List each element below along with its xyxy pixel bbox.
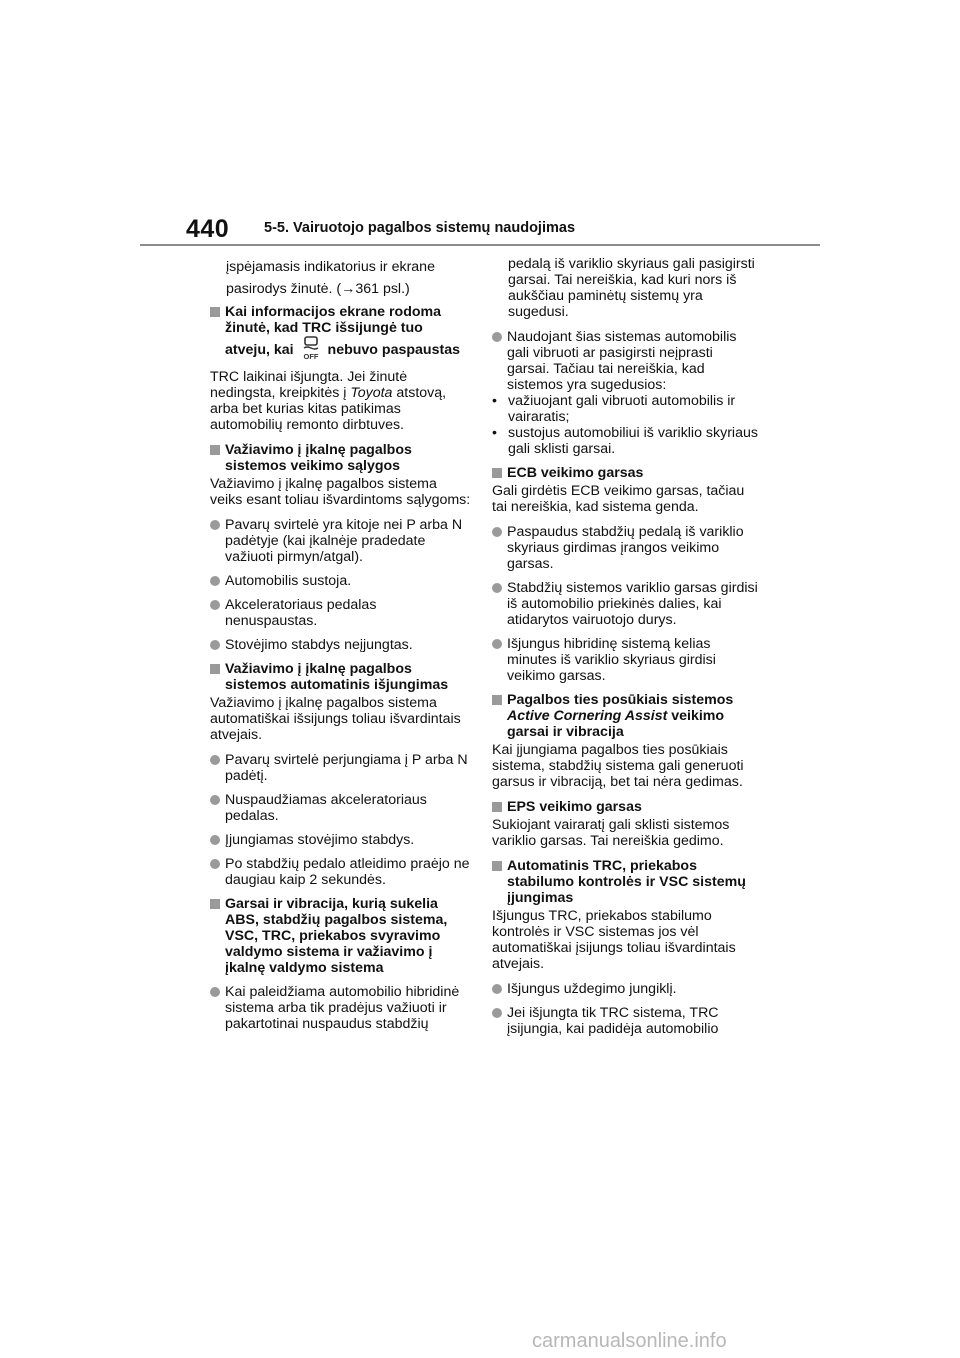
square-bullet-icon [492, 802, 502, 812]
circle-bullet-icon [210, 520, 220, 530]
paragraph: Kai įjungiama pagalbos ties posūkiais sistema, stabdžių sistema gali generuoti garsus ir vibraciją, bet tai nėra gedimas. [492, 742, 744, 790]
intro-line-1: įspėjamasis indikatorius ir ekrane [226, 259, 435, 275]
arrow-icon: → [341, 281, 356, 297]
paragraph: TRC laikinai išjungta. Jei žinutė nedingsta, kreipkitės į Toyota atstovą, arba bet kurias kitas patikimas automobilių remonto dirbtuves. [210, 369, 447, 433]
circle-bullet-icon [492, 984, 502, 994]
list-item: Kai paleidžiama automobilio hibridinė sistema arba tik pradėjus važiuoti ir pakartotinai nuspaudus stabdžių [210, 984, 472, 1032]
page-number: 440 [186, 215, 230, 243]
paragraph: Išjungus TRC, priekabos stabilumo kontrolės ir VSC sistemas jos vėl automatiškai įsijungs toliau išvardintais atvejais. [492, 908, 736, 972]
intro-text [210, 256, 472, 300]
header-rule [140, 244, 820, 246]
square-bullet-icon [210, 664, 220, 674]
list-item: Stovėjimo stabdys neįjungtas. [210, 637, 472, 653]
list-item: Nuspaudžiamas akceleratoriaus pedalas. [210, 792, 472, 824]
list-item: Naudojant šias sistemas automobilis gali vibruoti ar pasigirsti neįprasti garsai. Tačiau tai nereiškia, kad sistemos yra sugedusios: [492, 329, 758, 393]
list-item: Stabdžių sistemos variklio garsas girdisi iš automobilio priekinės dalies, kai atidarytos vairuotojo durys. [492, 580, 758, 628]
circle-bullet-icon [492, 1008, 502, 1018]
paragraph: Gali girdėtis ECB veikimo garsas, tačiau tai nereiškia, kad sistema genda. [492, 483, 745, 515]
bullet-icon: • [492, 393, 497, 409]
square-bullet-icon [210, 445, 220, 455]
heading-ecb-sound: ECB veikimo garsas [492, 465, 758, 481]
circle-bullet-icon [210, 987, 220, 997]
list-item: Akceleratoriaus pedalas nenuspaustas. [210, 597, 472, 629]
list-item: Išjungus uždegimo jungiklį. [492, 981, 758, 997]
paragraph: Važiavimo į įkalnę pagalbos sistema veiks esant toliau išvardintoms sąlygoms: [210, 476, 471, 508]
intro-line-2: pasirodys žinutė. (→361 psl.) [226, 281, 410, 297]
circle-bullet-icon [210, 795, 220, 805]
heading-sounds-vibration: Garsai ir vibracija, kurią sukelia ABS, stabdžių pagalbos sistema, VSC, TRC, priekabos svyravimo valdymo sistema ir važiavimo į įkalnę valdymo sistema [210, 896, 472, 976]
circle-bullet-icon [210, 600, 220, 610]
heading-trc-message: Kai informacijos ekrane rodoma žinutė, kad TRC išsijungė tuo atveju, kai OFF nebuvo paspaustas [210, 304, 472, 369]
circle-bullet-icon [492, 332, 502, 342]
sub-list-item: • važiuojant gali vibruoti automobilis ir vairaratis; [492, 393, 736, 425]
heading-hill-start-conditions: Važiavimo į įkalnę pagalbos sistemos veikimo sąlygos [210, 442, 472, 474]
bullet-icon: • [492, 425, 497, 441]
square-bullet-icon [210, 307, 220, 317]
list-item: Automobilis sustoja. [210, 573, 472, 589]
circle-bullet-icon [210, 859, 220, 869]
circle-bullet-icon [210, 640, 220, 650]
paragraph: Sukiojant vairaratį gali sklisti sistemos variklio garsas. Tai nereiškia gedimo. [492, 817, 730, 849]
square-bullet-icon [492, 468, 502, 478]
circle-bullet-icon [492, 639, 502, 649]
heading-auto-trc-vsc: Automatinis TRC, priekabos stabilumo kontrolės ir VSC sistemų įjungimas [492, 858, 758, 906]
circle-bullet-icon [210, 576, 220, 586]
list-item: Įjungiamas stovėjimo stabdys. [210, 832, 472, 848]
sub-list-item: • sustojus automobiliui iš variklio skyriaus gali sklisti garsai. [492, 425, 758, 457]
list-item: Išjungus hibridinę sistemą kelias minutes iš variklio skyriaus girdisi veikimo garsas. [492, 636, 758, 684]
square-bullet-icon [492, 861, 502, 871]
square-bullet-icon [210, 899, 220, 909]
right-column [492, 256, 758, 1045]
svg-text:OFF: OFF [303, 352, 319, 360]
paragraph: Važiavimo į įkalnę pagalbos sistema automatiškai išsijungs toliau išvardintais atvejais. [210, 695, 461, 743]
heading-active-cornering-assist: Pagalbos ties posūkiais sistemos Active Cornering Assist veikimo garsai ir vibracija [492, 692, 758, 740]
list-item: Paspaudus stabdžių pedalą iš variklio skyriaus girdimas įrangos veikimo garsas. [492, 524, 758, 572]
list-item: Pavarų svirtelė perjungiama į P arba N padėtį. [210, 752, 472, 784]
left-column [210, 256, 472, 1040]
paragraph-continued: pedalą iš variklio skyriaus gali pasigirsti garsai. Tai nereiškia, kad kuri nors iš aukščiau paminėtų sistemų yra sugedusi. [508, 256, 755, 320]
circle-bullet-icon [210, 835, 220, 845]
list-item: Pavarų svirtelė yra kitoje nei P arba N padėtyje (kai įkalnėje pradedate važiuoti pirmyn/atgal). [210, 517, 472, 565]
circle-bullet-icon [492, 583, 502, 593]
watermark: carmanualsonline.info [532, 1330, 727, 1352]
trc-off-icon [300, 336, 322, 369]
heading-eps-sound: EPS veikimo garsas [492, 799, 758, 815]
circle-bullet-icon [210, 755, 220, 765]
page-header [140, 212, 820, 246]
square-bullet-icon [492, 695, 502, 705]
heading-hill-start-auto-off: Važiavimo į įkalnę pagalbos sistemos automatinis išjungimas [210, 661, 472, 693]
list-item: Jei išjungta tik TRC sistema, TRC įsijungia, kai padidėja automobilio [492, 1005, 758, 1037]
section-title: 5-5. Vairuotojo pagalbos sistemų naudojimas [264, 220, 576, 236]
circle-bullet-icon [492, 527, 502, 537]
list-item: Po stabdžių pedalo atleidimo praėjo ne daugiau kaip 2 sekundės. [210, 856, 472, 888]
